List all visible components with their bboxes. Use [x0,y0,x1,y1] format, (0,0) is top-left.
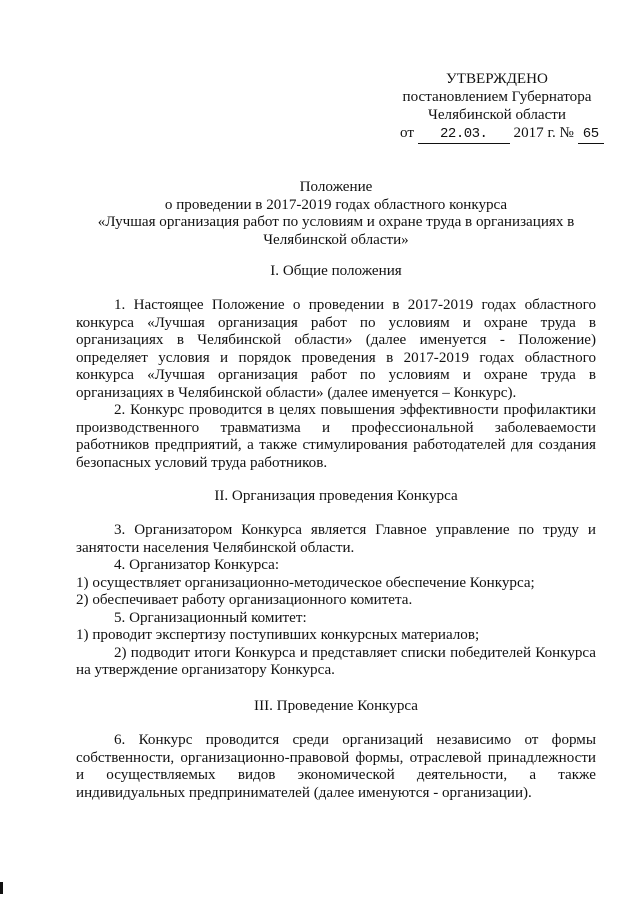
section-1-body [76,297,596,472]
paragraph-4: 4. Организатор Конкурса: [114,557,280,573]
paragraph-6: 6. Конкурс проводится среди организаций независимо от формы собственности, организационно-правовой формы, отраслевой принадлежности и осуществляемых видов экономической деятельности, а также индивидуальных предпринимателей (далее именуются - организации). [76,732,596,801]
scan-edge-mark [0,882,3,894]
approval-authority: постановлением Губернатора [402,89,592,105]
paragraph-2: 2. Конкурс проводится в целях повышения эффективности профилактики производственного травматизма и профессиональной заболеваемости работников предприятий, а также стимулирования работодателей для создания безопасных условий труда работников. [76,402,596,471]
section-1-heading: I. Общие положения [270,263,402,279]
section-3-body [76,732,596,802]
title-line-3: «Лучшая организация работ по условиям и охране труда в организациях в [97,214,575,230]
paragraph-5: 5. Организационный комитет: [114,609,307,626]
paragraph-4-item-2: 2) обеспечивает работу организационного комитета. [76,592,413,608]
approval-region: Челябинской области [428,107,566,123]
section-2-body [76,522,596,680]
paragraph-3: 3. Организатором Конкурса является Главное управление по труду и занятости населения Челябинской области. [76,522,596,556]
section-3-heading: III. Проведение Конкурса [254,698,418,714]
approval-date-line [392,124,602,142]
title-line-1: Положение [299,179,373,195]
date-suffix: 2017 г. № [513,125,574,141]
approval-heading: УТВЕРЖДЕНО [446,71,548,87]
paragraph-5-item-1: 1) проводит экспертизу поступивших конкурсных материалов; [76,627,480,643]
section-2-heading: II. Организация проведения Конкурса [214,488,458,504]
paragraph-5-item-2: 2) подводит итоги Конкурса и представляет списки победителей Конкурса на утверждение организатору Конкурса. [76,644,596,678]
title-line-4: Челябинской области» [263,231,409,248]
title-line-2: о проведении в 2017-2019 годах областного конкурса [164,196,508,213]
paragraph-4-item-1: 1) осуществляет организационно-методическое обеспечение Конкурса; [76,574,535,591]
date-prefix: от [400,125,414,141]
paragraph-1: 1. Настоящее Положение о проведении в 2017-2019 годах областного конкурса «Лучшая организация работ по условиям и охране труда в организациях в Челябинской области» (далее именуется - Положение) определяет условия и порядок проведения в 2017-2019 годах областного конкурса «Лучшая организация работ по условиям и охране труда в организациях в Челябинской области» (далее именуется – Конкурс). [76,297,596,401]
date-value: 22.03. [418,126,510,144]
approval-stamp [392,70,602,142]
decree-number: 65 [578,126,604,144]
document-title [76,178,596,248]
